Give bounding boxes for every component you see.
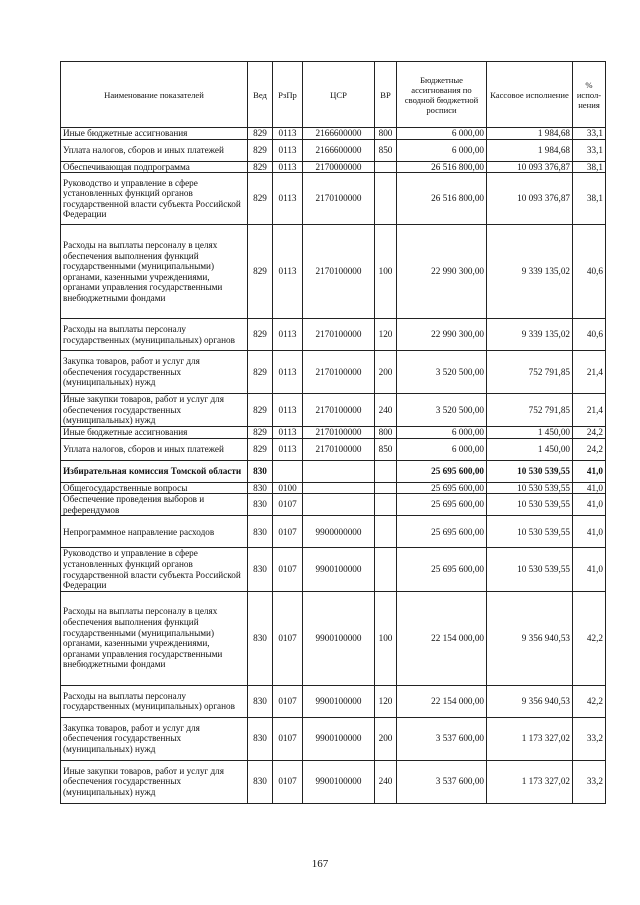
table-row xyxy=(61,351,606,394)
cell-name: Иные закупки товаров, работ и услуг для обеспечения государственных (муниципальных) нужд xyxy=(61,760,248,803)
table-row xyxy=(61,516,606,548)
cell-pct: 21,4 xyxy=(573,394,606,427)
cell-csr: 9900100000 xyxy=(303,717,375,760)
cell-csr: 9900000000 xyxy=(303,516,375,548)
cell-ved: 830 xyxy=(248,591,273,685)
cell-vr xyxy=(375,494,397,516)
cell-csr xyxy=(303,460,375,482)
header-name: Наименование показателей xyxy=(61,62,248,128)
cell-cash: 10 530 539,55 xyxy=(487,548,573,591)
cell-cash: 10 530 539,55 xyxy=(487,516,573,548)
cell-ved: 829 xyxy=(248,225,273,319)
cell-rzpr: 0113 xyxy=(273,139,303,161)
cell-pct: 40,6 xyxy=(573,225,606,319)
cell-rzpr: 0107 xyxy=(273,685,303,717)
cell-csr xyxy=(303,482,375,494)
cell-pct: 33,2 xyxy=(573,760,606,803)
cell-cash: 1 173 327,02 xyxy=(487,760,573,803)
cell-vr xyxy=(375,173,397,225)
cell-ved: 830 xyxy=(248,717,273,760)
cell-name: Расходы на выплаты персоналу в целях обеспечения выполнения функций государственными (муниципальными) органами, казенными учреждениями, органами управления государственными внебюджетными фондами xyxy=(61,591,248,685)
cell-budget: 22 990 300,00 xyxy=(397,225,487,319)
cell-rzpr xyxy=(273,460,303,482)
header-cash: Кассовое исполнение xyxy=(487,62,573,128)
cell-pct: 33,1 xyxy=(573,128,606,140)
cell-rzpr: 0107 xyxy=(273,591,303,685)
cell-budget: 22 154 000,00 xyxy=(397,591,487,685)
cell-vr xyxy=(375,548,397,591)
cell-vr: 120 xyxy=(375,319,397,351)
cell-budget: 3 520 500,00 xyxy=(397,351,487,394)
cell-vr: 800 xyxy=(375,426,397,438)
cell-csr: 9900100000 xyxy=(303,685,375,717)
cell-cash: 10 093 376,87 xyxy=(487,173,573,225)
cell-rzpr: 0113 xyxy=(273,426,303,438)
cell-budget: 6 000,00 xyxy=(397,438,487,460)
cell-vr: 240 xyxy=(375,760,397,803)
cell-vr: 200 xyxy=(375,351,397,394)
cell-vr: 120 xyxy=(375,685,397,717)
table-row xyxy=(61,161,606,173)
cell-ved: 829 xyxy=(248,438,273,460)
table-row xyxy=(61,426,606,438)
cell-rzpr: 0107 xyxy=(273,717,303,760)
cell-pct: 41,0 xyxy=(573,516,606,548)
header-pct: % испол-нения xyxy=(573,62,606,128)
cell-budget: 25 695 600,00 xyxy=(397,548,487,591)
table-header-row xyxy=(61,62,606,128)
table-row xyxy=(61,591,606,685)
cell-ved: 830 xyxy=(248,548,273,591)
table-row xyxy=(61,139,606,161)
cell-csr: 9900100000 xyxy=(303,760,375,803)
cell-cash: 1 450,00 xyxy=(487,426,573,438)
cell-budget: 6 000,00 xyxy=(397,426,487,438)
cell-pct: 41,0 xyxy=(573,548,606,591)
cell-budget: 25 695 600,00 xyxy=(397,460,487,482)
cell-rzpr: 0113 xyxy=(273,319,303,351)
cell-ved: 829 xyxy=(248,351,273,394)
cell-vr: 850 xyxy=(375,438,397,460)
cell-rzpr: 0107 xyxy=(273,516,303,548)
cell-csr: 9900100000 xyxy=(303,548,375,591)
cell-csr: 2166600000 xyxy=(303,128,375,140)
cell-name: Избирательная комиссия Томской области xyxy=(61,460,248,482)
table-row xyxy=(61,438,606,460)
cell-pct: 41,0 xyxy=(573,482,606,494)
cell-budget: 6 000,00 xyxy=(397,139,487,161)
header-budget: Бюджетные ассигнования по сводной бюджетной росписи xyxy=(397,62,487,128)
table-row xyxy=(61,548,606,591)
cell-ved: 829 xyxy=(248,161,273,173)
cell-pct: 21,4 xyxy=(573,351,606,394)
cell-budget: 25 695 600,00 xyxy=(397,516,487,548)
cell-cash: 752 791,85 xyxy=(487,394,573,427)
cell-name: Иные закупки товаров, работ и услуг для обеспечения государственных (муниципальных) нужд xyxy=(61,394,248,427)
cell-name: Расходы на выплаты персоналу в целях обеспечения выполнения функций государственными (муниципальными) органами, казенными учреждениями, органами управления государственными внебюджетными фондами xyxy=(61,225,248,319)
cell-budget: 26 516 800,00 xyxy=(397,161,487,173)
cell-cash: 9 339 135,02 xyxy=(487,225,573,319)
cell-name: Иные бюджетные ассигнования xyxy=(61,426,248,438)
cell-pct: 41,0 xyxy=(573,494,606,516)
cell-name: Руководство и управление в сфере установленных функций органов государственной власти субъекта Российской Федерации xyxy=(61,173,248,225)
cell-vr: 200 xyxy=(375,717,397,760)
cell-ved: 829 xyxy=(248,128,273,140)
cell-ved: 829 xyxy=(248,173,273,225)
cell-vr: 100 xyxy=(375,591,397,685)
cell-pct: 42,2 xyxy=(573,685,606,717)
cell-csr: 2170100000 xyxy=(303,173,375,225)
cell-rzpr: 0113 xyxy=(273,173,303,225)
cell-budget: 3 520 500,00 xyxy=(397,394,487,427)
cell-csr: 2170100000 xyxy=(303,394,375,427)
cell-vr: 800 xyxy=(375,128,397,140)
cell-ved: 830 xyxy=(248,482,273,494)
cell-cash: 10 530 539,55 xyxy=(487,482,573,494)
cell-ved: 829 xyxy=(248,394,273,427)
cell-cash: 9 356 940,53 xyxy=(487,685,573,717)
cell-csr: 9900100000 xyxy=(303,591,375,685)
cell-csr: 2170100000 xyxy=(303,438,375,460)
cell-ved: 829 xyxy=(248,426,273,438)
cell-budget: 26 516 800,00 xyxy=(397,173,487,225)
cell-cash: 1 173 327,02 xyxy=(487,717,573,760)
cell-csr: 2166600000 xyxy=(303,139,375,161)
cell-pct: 33,2 xyxy=(573,717,606,760)
page-number: 167 xyxy=(311,858,329,870)
cell-name: Расходы на выплаты персоналу государственных (муниципальных) органов xyxy=(61,685,248,717)
cell-vr xyxy=(375,161,397,173)
budget-table xyxy=(60,61,606,804)
cell-name: Обеспечивающая подпрограмма xyxy=(61,161,248,173)
cell-budget: 25 695 600,00 xyxy=(397,482,487,494)
cell-budget: 6 000,00 xyxy=(397,128,487,140)
header-csr: ЦСР xyxy=(303,62,375,128)
cell-pct: 42,2 xyxy=(573,591,606,685)
cell-name: Иные бюджетные ассигнования xyxy=(61,128,248,140)
cell-name: Уплата налогов, сборов и иных платежей xyxy=(61,139,248,161)
cell-vr: 240 xyxy=(375,394,397,427)
cell-cash: 10 093 376,87 xyxy=(487,161,573,173)
cell-ved: 830 xyxy=(248,760,273,803)
cell-pct: 33,1 xyxy=(573,139,606,161)
cell-cash: 9 339 135,02 xyxy=(487,319,573,351)
table-row xyxy=(61,319,606,351)
cell-vr xyxy=(375,482,397,494)
cell-csr: 2170100000 xyxy=(303,426,375,438)
cell-rzpr: 0113 xyxy=(273,225,303,319)
cell-ved: 829 xyxy=(248,319,273,351)
cell-name: Общегосударственные вопросы xyxy=(61,482,248,494)
cell-name: Закупка товаров, работ и услуг для обеспечения государственных (муниципальных) нужд xyxy=(61,717,248,760)
cell-pct: 24,2 xyxy=(573,426,606,438)
cell-name: Расходы на выплаты персоналу государственных (муниципальных) органов xyxy=(61,319,248,351)
table-row xyxy=(61,717,606,760)
cell-pct: 41,0 xyxy=(573,460,606,482)
cell-rzpr: 0113 xyxy=(273,128,303,140)
cell-rzpr: 0107 xyxy=(273,760,303,803)
cell-budget: 22 154 000,00 xyxy=(397,685,487,717)
cell-cash: 9 356 940,53 xyxy=(487,591,573,685)
table-row xyxy=(61,394,606,427)
cell-budget: 3 537 600,00 xyxy=(397,717,487,760)
cell-cash: 752 791,85 xyxy=(487,351,573,394)
cell-name: Закупка товаров, работ и услуг для обеспечения государственных (муниципальных) нужд xyxy=(61,351,248,394)
cell-budget: 25 695 600,00 xyxy=(397,494,487,516)
cell-cash: 10 530 539,55 xyxy=(487,460,573,482)
table-row xyxy=(61,482,606,494)
table-row xyxy=(61,685,606,717)
cell-budget: 3 537 600,00 xyxy=(397,760,487,803)
cell-cash: 1 984,68 xyxy=(487,139,573,161)
cell-cash: 1 984,68 xyxy=(487,128,573,140)
cell-name: Руководство и управление в сфере установленных функций органов государственной власти субъекта Российской Федерации xyxy=(61,548,248,591)
cell-ved: 830 xyxy=(248,494,273,516)
cell-rzpr: 0107 xyxy=(273,494,303,516)
table-row xyxy=(61,128,606,140)
table-row xyxy=(61,760,606,803)
cell-pct: 38,1 xyxy=(573,173,606,225)
cell-rzpr: 0113 xyxy=(273,438,303,460)
header-vr: ВР xyxy=(375,62,397,128)
cell-rzpr: 0100 xyxy=(273,482,303,494)
cell-name: Уплата налогов, сборов и иных платежей xyxy=(61,438,248,460)
cell-csr: 2170100000 xyxy=(303,351,375,394)
cell-name: Непрограммное направление расходов xyxy=(61,516,248,548)
table-row xyxy=(61,225,606,319)
cell-ved: 830 xyxy=(248,685,273,717)
cell-rzpr: 0113 xyxy=(273,394,303,427)
table-row xyxy=(61,460,606,482)
cell-cash: 1 450,00 xyxy=(487,438,573,460)
cell-pct: 38,1 xyxy=(573,161,606,173)
cell-vr: 850 xyxy=(375,139,397,161)
cell-cash: 10 530 539,55 xyxy=(487,494,573,516)
cell-pct: 40,6 xyxy=(573,319,606,351)
cell-budget: 22 990 300,00 xyxy=(397,319,487,351)
cell-csr xyxy=(303,494,375,516)
cell-ved: 829 xyxy=(248,139,273,161)
cell-name: Обеспечение проведения выборов и референдумов xyxy=(61,494,248,516)
cell-csr: 2170100000 xyxy=(303,225,375,319)
cell-rzpr: 0107 xyxy=(273,548,303,591)
header-rzpr: РзПр xyxy=(273,62,303,128)
cell-ved: 830 xyxy=(248,516,273,548)
cell-vr xyxy=(375,516,397,548)
cell-rzpr: 0113 xyxy=(273,351,303,394)
table-row xyxy=(61,494,606,516)
cell-vr xyxy=(375,460,397,482)
cell-csr: 2170100000 xyxy=(303,319,375,351)
cell-rzpr: 0113 xyxy=(273,161,303,173)
cell-vr: 100 xyxy=(375,225,397,319)
cell-ved: 830 xyxy=(248,460,273,482)
table-row xyxy=(61,173,606,225)
cell-pct: 24,2 xyxy=(573,438,606,460)
header-ved: Вед xyxy=(248,62,273,128)
cell-csr: 2170000000 xyxy=(303,161,375,173)
